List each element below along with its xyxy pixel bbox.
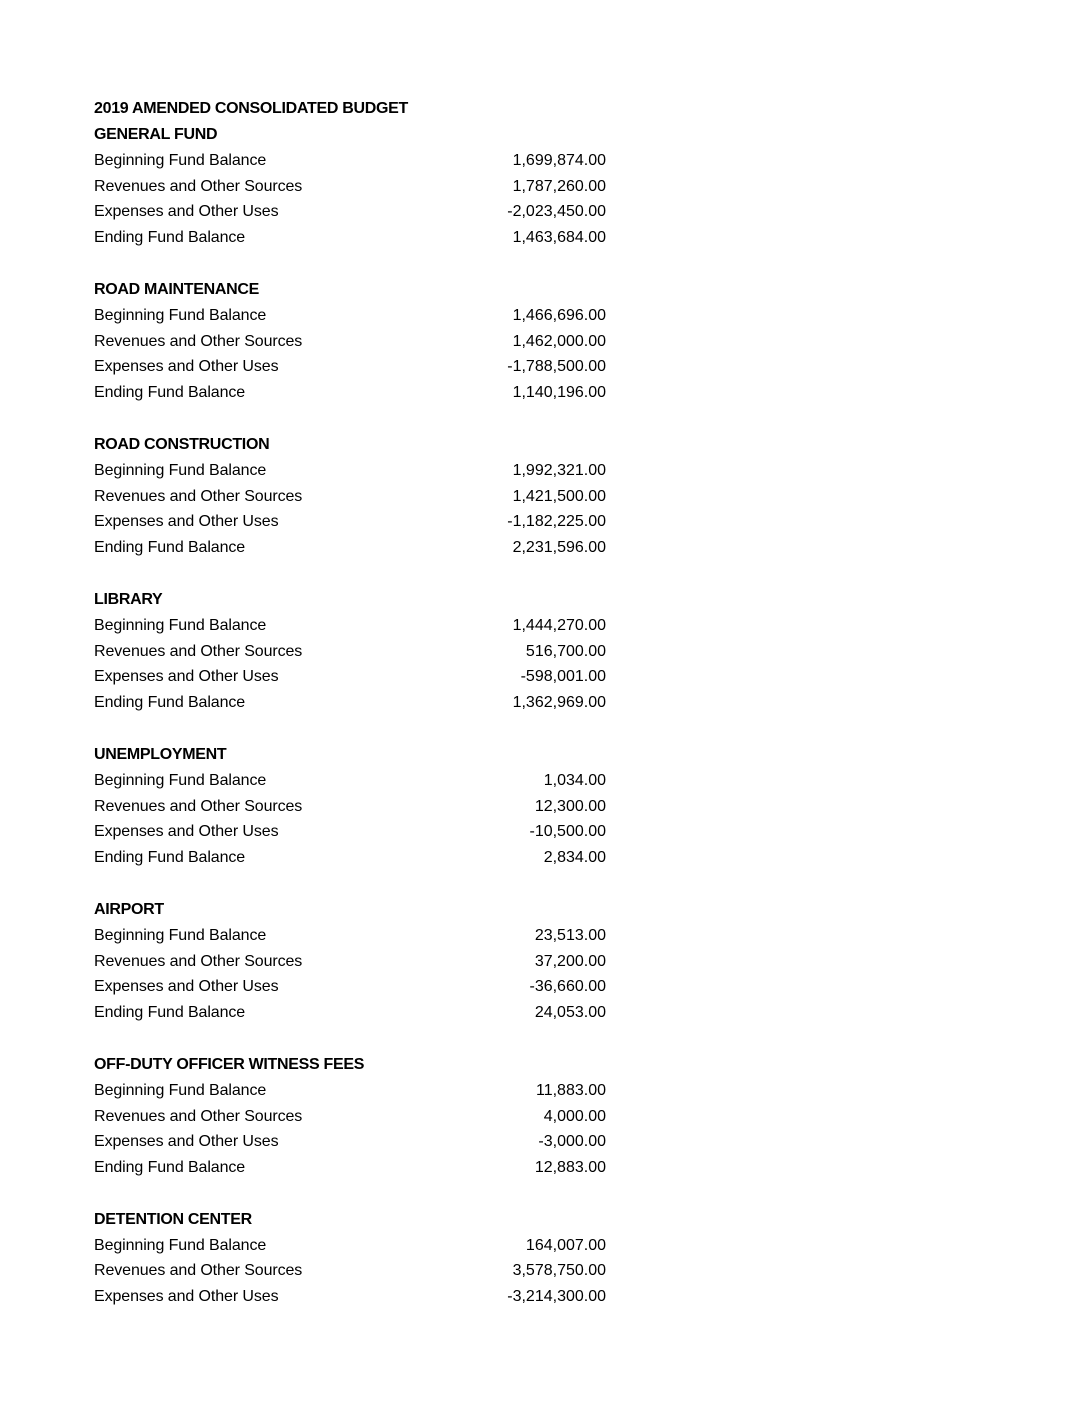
budget-row — [94, 484, 606, 510]
row-label: Revenues and Other Sources — [94, 642, 303, 660]
row-amount: 516,700.00 — [525, 642, 606, 660]
budget-row — [94, 794, 606, 820]
row-amount: 11,883.00 — [536, 1081, 606, 1099]
row-label: Revenues and Other Sources — [94, 332, 303, 350]
budget-row — [94, 1155, 606, 1181]
row-label: Revenues and Other Sources — [94, 1107, 303, 1125]
budget-row — [94, 535, 606, 561]
row-label: Beginning Fund Balance — [94, 926, 267, 944]
fund-section — [94, 122, 606, 251]
fund-heading: DETENTION CENTER — [94, 1210, 252, 1228]
row-amount: 1,444,270.00 — [512, 616, 606, 634]
budget-row — [94, 1000, 606, 1026]
row-label: Expenses and Other Uses — [94, 1288, 279, 1306]
budget-row — [94, 768, 606, 794]
budget-row — [94, 354, 606, 380]
row-amount: 2,231,596.00 — [512, 539, 606, 557]
row-amount: 1,362,969.00 — [512, 694, 606, 712]
budget-row — [94, 1233, 606, 1259]
row-amount: 1,421,500.00 — [512, 487, 606, 505]
row-label: Expenses and Other Uses — [94, 513, 279, 531]
document-title: 2019 AMENDED CONSOLIDATED BUDGET — [94, 100, 408, 117]
row-label: Expenses and Other Uses — [94, 203, 279, 221]
row-amount: -1,182,225.00 — [507, 513, 606, 531]
fund-section — [94, 897, 606, 1026]
row-amount: 12,300.00 — [534, 797, 606, 815]
row-amount: 37,200.00 — [534, 952, 606, 970]
row-amount: -598,001.00 — [520, 668, 606, 686]
budget-row — [94, 1078, 606, 1104]
budget-row — [94, 639, 606, 665]
row-label: Ending Fund Balance — [94, 1159, 246, 1177]
row-amount: 12,883.00 — [534, 1159, 606, 1177]
budget-row — [94, 1104, 606, 1130]
row-amount: -36,660.00 — [529, 978, 606, 996]
row-amount: 3,578,750.00 — [512, 1262, 606, 1280]
fund-heading: ROAD MAINTENANCE — [94, 280, 259, 298]
budget-row — [94, 690, 606, 716]
row-label: Ending Fund Balance — [94, 384, 246, 402]
row-amount: 1,034.00 — [543, 771, 606, 789]
fund-section — [94, 742, 606, 871]
row-amount: 1,787,260.00 — [512, 177, 606, 195]
row-amount: -10,500.00 — [529, 823, 606, 841]
row-label: Revenues and Other Sources — [94, 1262, 303, 1280]
budget-row — [94, 148, 606, 174]
budget-row — [94, 380, 606, 406]
row-label: Beginning Fund Balance — [94, 771, 267, 789]
row-amount: 1,992,321.00 — [512, 461, 606, 479]
row-label: Revenues and Other Sources — [94, 177, 303, 195]
budget-row — [94, 923, 606, 949]
fund-section — [94, 432, 606, 561]
row-label: Beginning Fund Balance — [94, 1236, 267, 1254]
budget-row — [94, 664, 606, 690]
row-amount: 1,699,874.00 — [512, 151, 606, 169]
row-label: Revenues and Other Sources — [94, 797, 303, 815]
row-amount: -3,000.00 — [538, 1133, 606, 1151]
row-label: Ending Fund Balance — [94, 694, 246, 712]
row-label: Ending Fund Balance — [94, 539, 246, 557]
row-amount: 4,000.00 — [543, 1107, 606, 1125]
row-label: Beginning Fund Balance — [94, 616, 267, 634]
row-label: Expenses and Other Uses — [94, 823, 279, 841]
row-label: Beginning Fund Balance — [94, 306, 267, 324]
budget-row — [94, 1258, 606, 1284]
row-label: Revenues and Other Sources — [94, 952, 303, 970]
fund-heading: UNEMPLOYMENT — [94, 745, 227, 763]
row-amount: 23,513.00 — [534, 926, 606, 944]
row-label: Expenses and Other Uses — [94, 358, 279, 376]
row-label: Beginning Fund Balance — [94, 1081, 267, 1099]
row-amount: 1,463,684.00 — [512, 229, 606, 247]
row-amount: 1,140,196.00 — [512, 384, 606, 402]
fund-section — [94, 1052, 606, 1181]
row-amount: -1,788,500.00 — [507, 358, 606, 376]
budget-row — [94, 819, 606, 845]
row-label: Ending Fund Balance — [94, 229, 246, 247]
budget-row — [94, 949, 606, 975]
row-amount: -2,023,450.00 — [507, 203, 606, 221]
fund-heading: LIBRARY — [94, 590, 163, 608]
fund-heading: ROAD CONSTRUCTION — [94, 435, 270, 453]
fund-section — [94, 277, 606, 406]
budget-row — [94, 845, 606, 871]
budget-row — [94, 329, 606, 355]
row-label: Expenses and Other Uses — [94, 668, 279, 686]
row-amount: 164,007.00 — [525, 1236, 606, 1254]
row-amount: 1,462,000.00 — [512, 332, 606, 350]
budget-row — [94, 509, 606, 535]
budget-document — [94, 96, 606, 1336]
row-label: Ending Fund Balance — [94, 1004, 246, 1022]
row-amount: 24,053.00 — [534, 1004, 606, 1022]
row-amount: 2,834.00 — [543, 849, 606, 867]
budget-row — [94, 174, 606, 200]
budget-row — [94, 974, 606, 1000]
budget-row — [94, 1284, 606, 1310]
budget-row — [94, 613, 606, 639]
fund-heading: GENERAL FUND — [94, 126, 218, 143]
row-amount: -3,214,300.00 — [507, 1288, 606, 1306]
budget-row — [94, 199, 606, 225]
budget-row — [94, 303, 606, 329]
row-amount: 1,466,696.00 — [512, 306, 606, 324]
row-label: Beginning Fund Balance — [94, 151, 267, 169]
fund-section — [94, 587, 606, 716]
row-label: Beginning Fund Balance — [94, 461, 267, 479]
row-label: Revenues and Other Sources — [94, 487, 303, 505]
fund-heading: OFF-DUTY OFFICER WITNESS FEES — [94, 1055, 365, 1073]
fund-section — [94, 1207, 606, 1310]
row-label: Expenses and Other Uses — [94, 978, 279, 996]
row-label: Expenses and Other Uses — [94, 1133, 279, 1151]
fund-heading: AIRPORT — [94, 900, 164, 918]
budget-row — [94, 1129, 606, 1155]
fund-list — [94, 122, 606, 1310]
budget-row — [94, 225, 606, 251]
budget-row — [94, 458, 606, 484]
row-label: Ending Fund Balance — [94, 849, 246, 867]
